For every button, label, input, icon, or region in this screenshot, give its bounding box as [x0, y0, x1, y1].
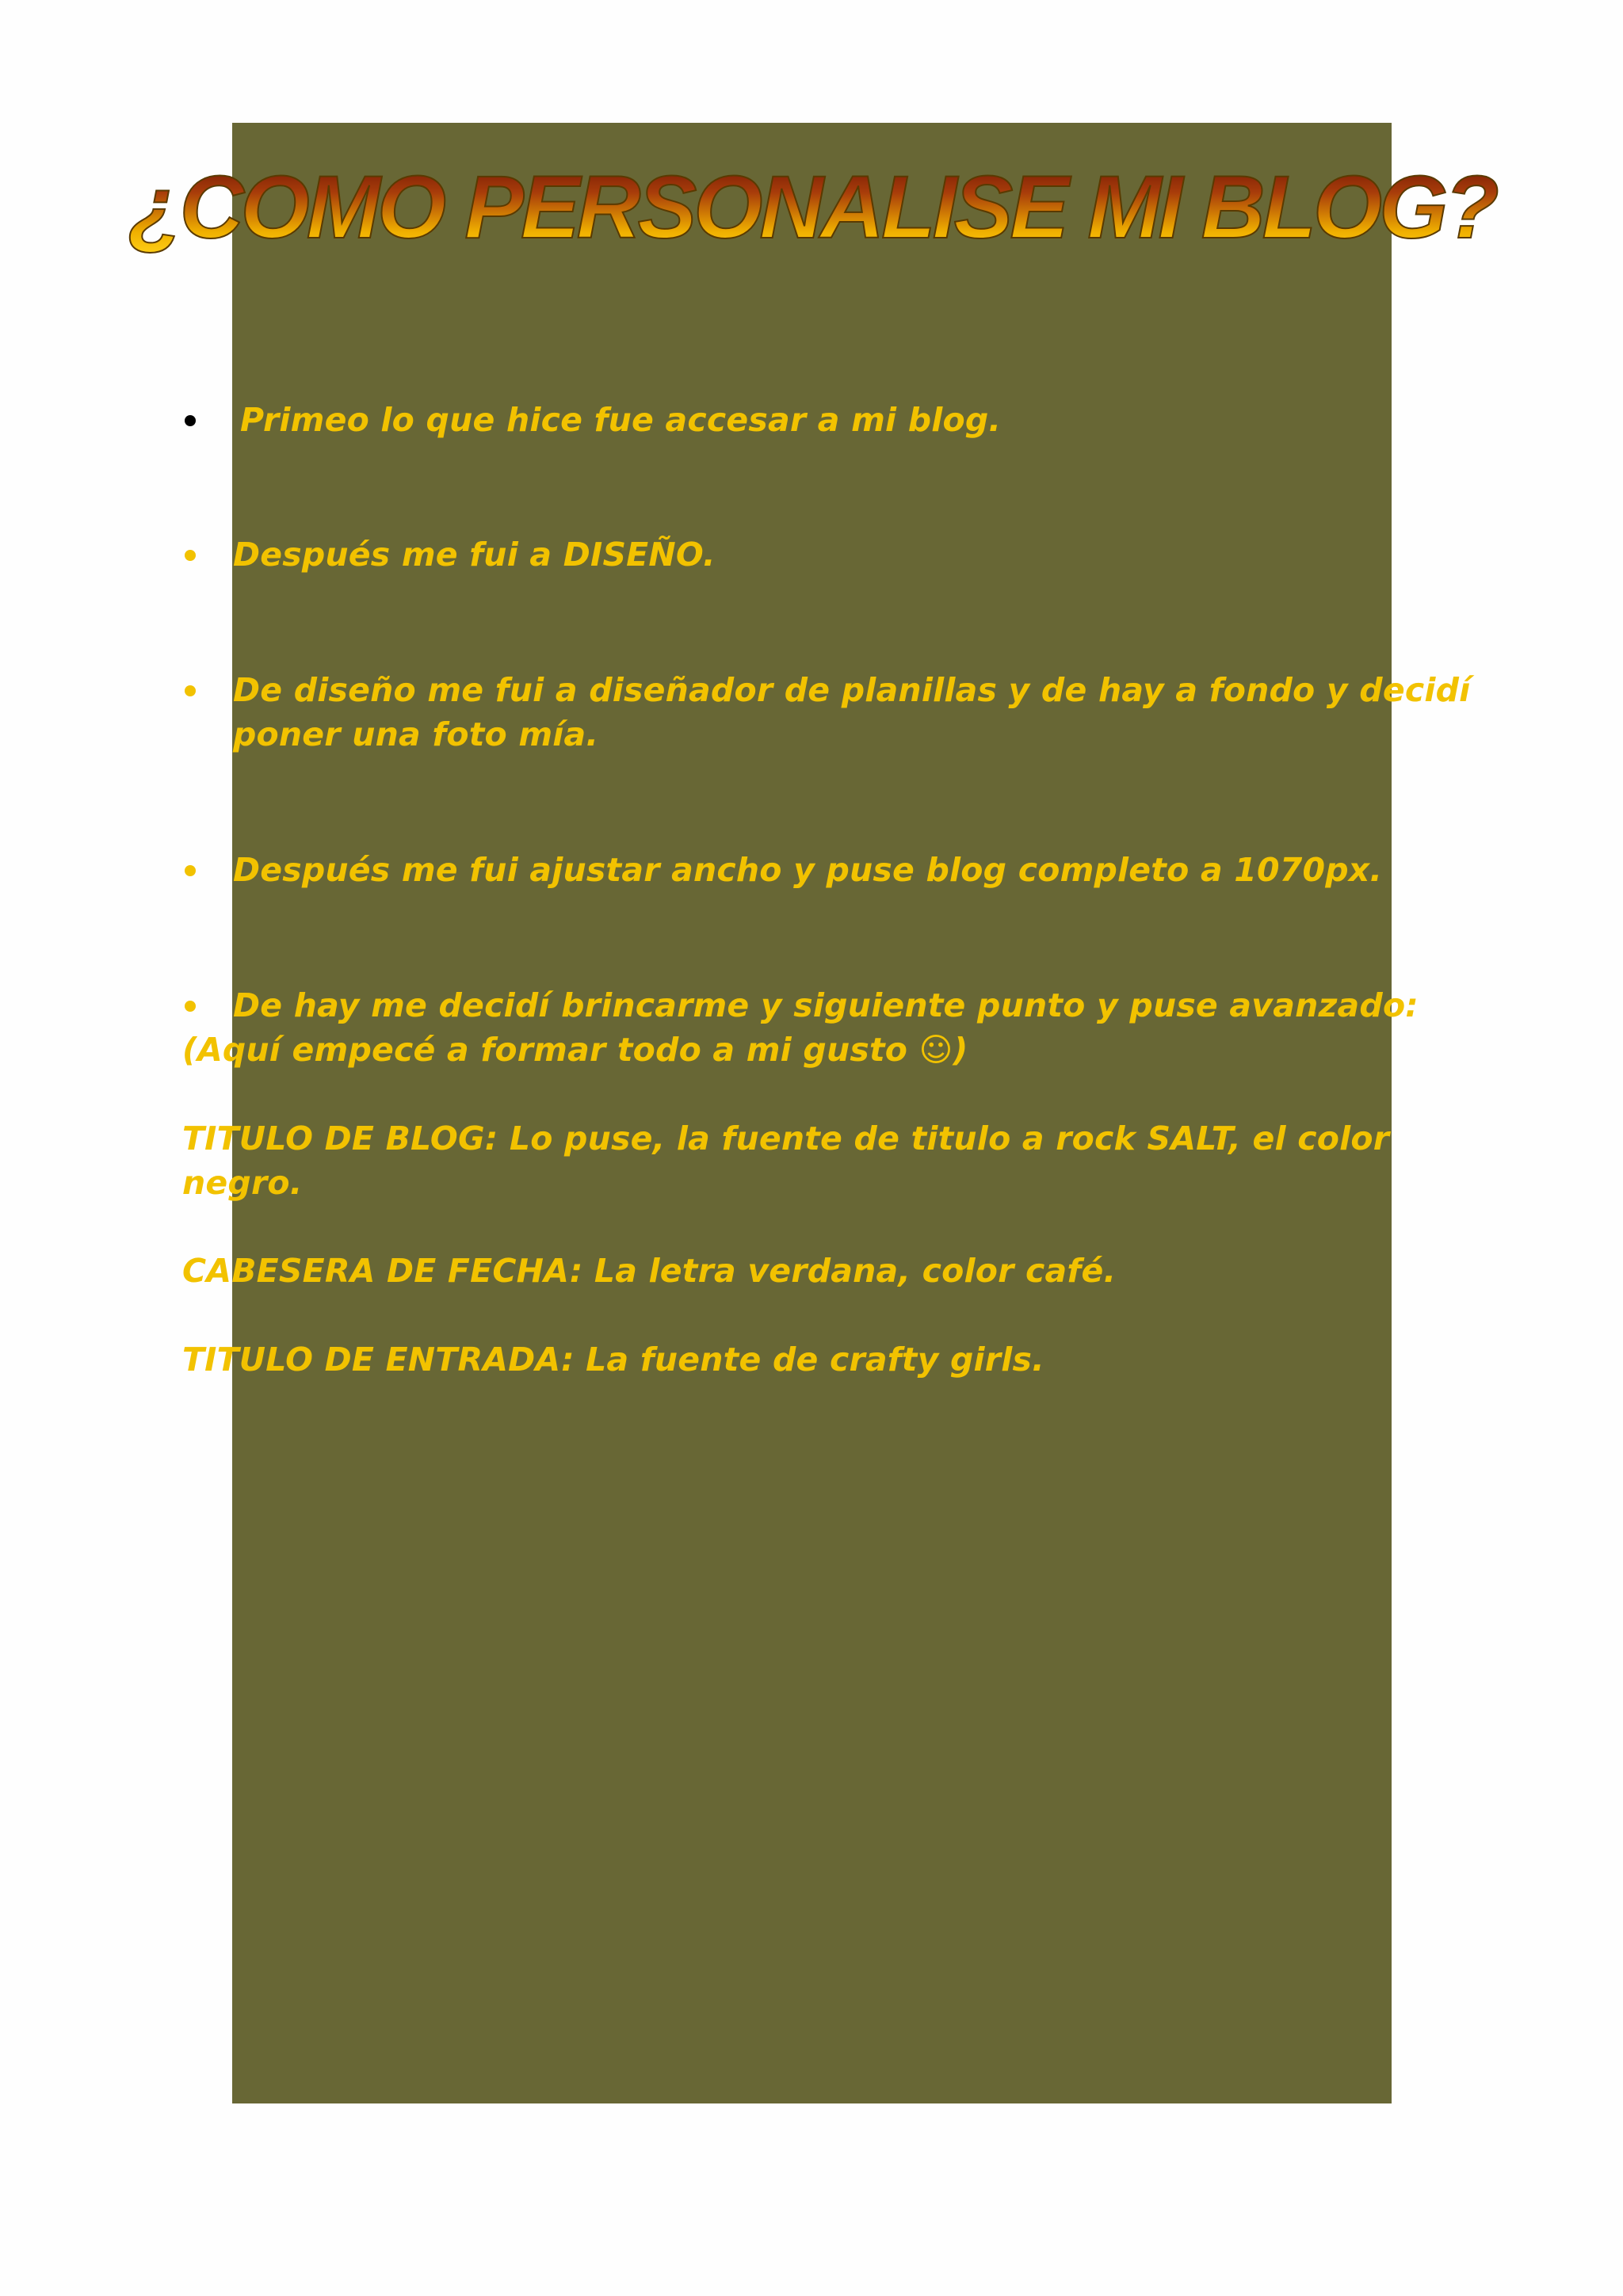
bullet-dot [185, 1001, 196, 1012]
list-item-continuation: poner una foto mía. [233, 715, 599, 753]
bullet-dot [185, 415, 196, 426]
paragraph-note: (Aquí empecé a formar todo a mi gusto ☺) [182, 1031, 968, 1069]
paragraph-blog-title: TITULO DE BLOG: Lo puse, la fuente de titulo a rock SALT, el color [182, 1119, 1390, 1158]
list-item: De diseño me fui a diseñador de planillas y de hay a fondo y decidí [233, 671, 1471, 709]
bullet-dot [185, 865, 196, 876]
bullet-dot [185, 550, 196, 561]
list-item: Primeo lo que hice fue accesar a mi blog. [240, 401, 1002, 439]
list-item: Después me fui a DISEÑO. [233, 536, 716, 574]
page-title-text: ¿COMO PERSONALISE MI BLOG? [128, 158, 1496, 257]
paragraph-date-header: CABESERA DE FECHA: La letra verdana, color café. [182, 1252, 1117, 1290]
list-item: Después me fui ajustar ancho y puse blog completo a 1070px. [233, 851, 1383, 889]
paragraph-entry-title: TITULO DE ENTRADA: La fuente de crafty girls. [182, 1341, 1044, 1379]
list-item: De hay me decidí brincarme y siguiente punto y puse avanzado: [233, 986, 1419, 1024]
paragraph-blog-title-continuation: negro. [182, 1164, 303, 1202]
bullet-dot [185, 685, 196, 696]
